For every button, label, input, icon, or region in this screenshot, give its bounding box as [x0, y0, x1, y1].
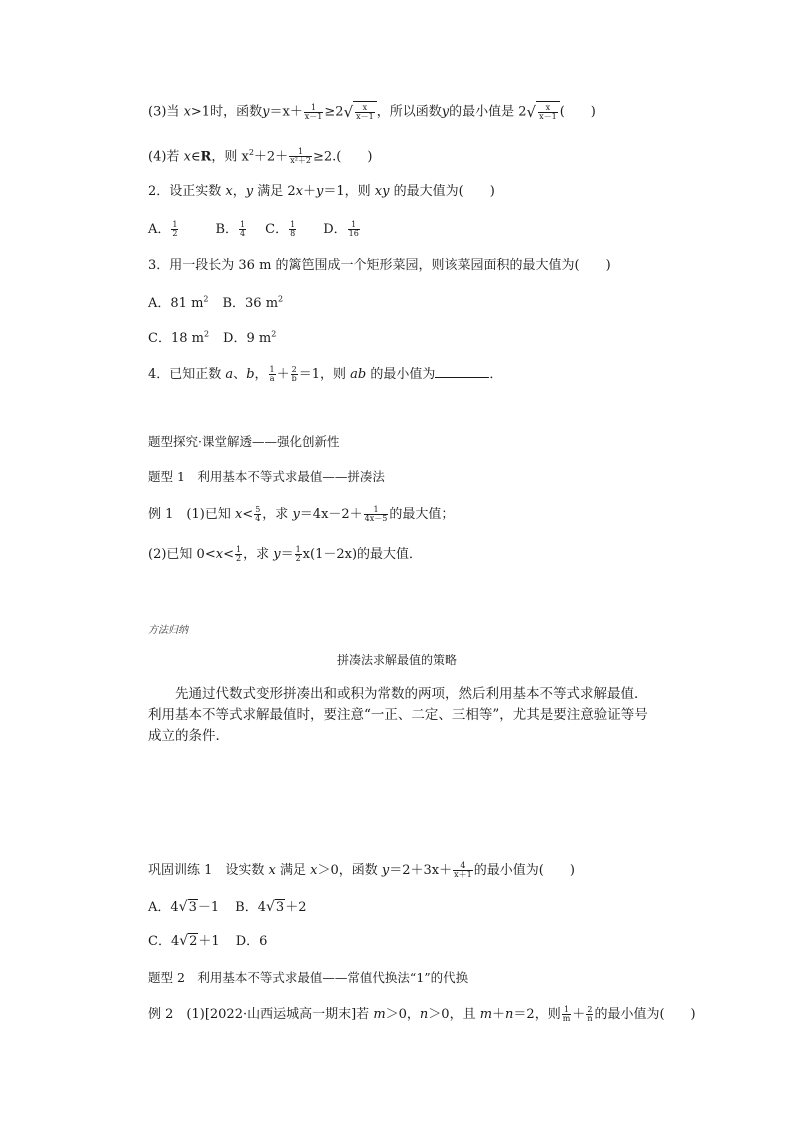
ex1-k-den: 2	[295, 554, 301, 563]
option-a[interactable]	[148, 222, 179, 237]
q3-tail: 的最小值是 2	[449, 104, 527, 120]
option-b-num: 1	[240, 220, 246, 229]
drill1-opt-a-rad: 3	[188, 900, 197, 915]
ex1-part1-c: ＝4x－2＋	[299, 507, 363, 522]
p2-text-b: 满足 2	[253, 184, 296, 199]
q3-label: (3)当	[148, 104, 184, 120]
problem-3	[148, 258, 611, 274]
p4-f1-den: a	[269, 374, 275, 383]
q4-fraction	[289, 148, 312, 165]
p3-option-a[interactable]	[148, 296, 208, 311]
p4-f2-num: 2	[291, 365, 297, 374]
answer-blank[interactable]	[435, 365, 489, 378]
ex1-y2: y	[273, 547, 281, 562]
q3-frac-num: 1	[304, 104, 324, 113]
question-4	[148, 145, 372, 165]
p2-x: x	[225, 184, 233, 199]
p3-text: 3．用一段长为 36 m 的篱笆围成一个矩形菜园，则该菜园面积的最大值为( )	[148, 258, 611, 273]
method-tag: 方法归纳	[148, 625, 188, 636]
p3-option-c-sup: 2	[203, 330, 210, 339]
ex2-m2: m	[479, 1007, 493, 1022]
p2-text-a: 2．设正实数	[148, 184, 226, 199]
drill1-text-b: 满足	[275, 863, 311, 878]
option-c-num: 1	[290, 220, 296, 229]
drill1-option-c[interactable]: C．4 √ 2 ＋1	[148, 933, 220, 949]
p4-f1-num: 1	[269, 365, 275, 374]
p2-y2: y	[316, 184, 324, 199]
ex2-n2: n	[505, 1007, 514, 1022]
option-a-den: 2	[172, 229, 178, 238]
option-c-den: 8	[290, 229, 296, 238]
drill1-opt-c-post: ＋1	[198, 934, 220, 949]
q4-frac-den: x²＋2	[290, 156, 311, 166]
p3-option-a-sup: 2	[203, 295, 209, 304]
drill1-x2: x	[310, 863, 318, 878]
type-2-heading: 题型 2 利用基本不等式求最值——常值代换法“1”的代换	[148, 970, 469, 985]
p4-f2-den: b	[291, 374, 297, 383]
p4-text-a: 4．已知正数	[148, 367, 226, 382]
p3-option-d-label: D．9 m	[223, 331, 272, 347]
ex2-text-b: ＞0，	[385, 1007, 420, 1022]
ex2-f1-num: 1	[562, 1006, 572, 1015]
ex1-part2-a: (2)已知 0<	[148, 547, 216, 562]
p4-comma: ，	[254, 367, 268, 382]
p3-option-b[interactable]	[222, 296, 283, 311]
ex1-y: y	[292, 507, 300, 522]
p2-text-d: 的最大值为( )	[389, 184, 495, 199]
drill-1-options-row2	[148, 933, 267, 950]
ex2-text-e: 的最小值为( )	[594, 1007, 696, 1022]
p3-option-b-sup: 2	[278, 295, 284, 304]
ex2-text-a: 例 2 (1)[2022·山西运城高一期末]若	[148, 1007, 374, 1022]
q3-sqrt-num: x	[355, 104, 375, 113]
p3-option-c-label: C．18 m	[148, 331, 204, 347]
q4-label: (4)若	[148, 149, 180, 165]
drill1-opt-c-rad: 2	[189, 934, 198, 949]
option-d-den: 16	[348, 229, 359, 238]
p2-comma: ，	[232, 184, 246, 199]
ex1-f-den: 4	[255, 514, 261, 523]
ex1-part1-d: 的最大值；	[389, 507, 455, 522]
problem-2	[148, 184, 495, 200]
drill1-option-b[interactable]: B．4 √ 3 ＋2	[235, 899, 307, 915]
q4-set: R	[200, 149, 212, 165]
p4-ab: ab	[350, 367, 367, 382]
ex1-h-den: 2	[235, 554, 242, 563]
problem-3-options-row1	[148, 292, 283, 312]
q3-mid: ，所以函数	[376, 104, 442, 120]
drill1-opt-c-pre: C．4	[148, 934, 180, 949]
q3-sqrt-2: √ $\frac{x}{x-1}$	[527, 101, 560, 123]
ex1-f-num: 5	[255, 505, 261, 514]
ex1-k-num: 1	[295, 545, 301, 554]
q3-cond-rel: >1时，函数	[190, 104, 263, 120]
ex1-part1-b: ，求	[262, 507, 293, 522]
drill1-text-d: ＝2＋3x＋	[389, 863, 453, 878]
q4-exp: 2	[248, 148, 254, 157]
option-a-num: 1	[172, 220, 178, 229]
option-d-label: D．	[323, 222, 347, 237]
ex1-x2: x	[215, 547, 224, 562]
option-b-den: 4	[240, 229, 246, 238]
drill1-f-den: x＋1	[454, 870, 472, 879]
q3-cond-var: x	[183, 104, 191, 120]
drill1-option-d[interactable]: D．6	[235, 934, 268, 949]
drill1-opt-a-post: －1	[197, 900, 220, 915]
example-2	[148, 1006, 696, 1023]
drill-1-options-row1	[148, 899, 306, 916]
q3-frac-den: x－1	[304, 111, 323, 121]
p3-option-d[interactable]	[223, 331, 276, 346]
ex2-f1-den: m	[562, 1014, 571, 1023]
q3-sqrt2-den: x－1	[539, 112, 557, 121]
problem-2-options	[148, 221, 361, 238]
ex1-g-num: 1	[364, 506, 389, 515]
type-1-heading: 题型 1 利用基本不等式求最值——拼凑法	[148, 469, 385, 484]
q3-eq-plus: ＝x＋	[269, 104, 303, 120]
drill1-x: x	[268, 863, 276, 878]
q3-func-var: y	[441, 104, 450, 120]
option-b[interactable]	[215, 222, 247, 237]
ex1-part2-b: ，求	[243, 547, 274, 562]
p3-option-a-label: A．81 m	[148, 296, 204, 312]
ex2-f2-den: n	[587, 1014, 593, 1023]
q3-sqrt-den: x－1	[356, 112, 374, 121]
drill1-opt-a-pre: A．4	[148, 900, 179, 915]
ex2-m: m	[373, 1007, 386, 1022]
ex2-text-c: ＞0，且	[428, 1007, 480, 1022]
q4-frac-num: 1	[289, 148, 312, 157]
drill1-option-a[interactable]: A．4 √ 3 －1	[148, 899, 220, 915]
section-heading: 题型探究·课堂解透——强化创新性	[148, 434, 340, 449]
p2-xy: xy	[374, 184, 390, 199]
drill1-text-e: 的最小值为( )	[473, 863, 575, 878]
ex1-part1-a: 例 1 (1)已知	[148, 507, 235, 522]
q3-func-lhs: y	[262, 104, 270, 120]
example-1-part-1	[148, 506, 454, 523]
p4-text-c: 的最小值为	[366, 367, 436, 382]
ex1-x: x	[234, 507, 243, 522]
option-a-label: A．	[148, 222, 171, 237]
ex1-part2-d: x(1－2x)的最大值．	[302, 547, 423, 562]
ex2-n: n	[419, 1007, 429, 1022]
example-1-part-2	[148, 546, 422, 563]
ex2-text-d: ＝2，则	[513, 1007, 561, 1022]
method-title: 拼凑法求解最值的策略	[336, 653, 457, 667]
drill1-y: y	[381, 863, 390, 878]
option-c-label: C．	[265, 222, 289, 237]
p2-plus: ＋	[303, 184, 317, 199]
ex2-plus2: ＋	[572, 1007, 586, 1022]
q4-var: x	[183, 149, 191, 165]
q4-geq: ≥2.( )	[313, 149, 373, 165]
q3-geq: ≥2	[324, 104, 344, 120]
p4-plus: ＋	[276, 367, 290, 382]
method-body: 先通过代数式变形拼凑出和或积为常数的两项，然后利用基本不等式求解最值．利用基本不等式求解最值时，要注意“一正、二定、三相等”，尤其是要注意验证等号成立的条件．	[148, 686, 648, 744]
question-3	[148, 101, 596, 123]
ex1-lt: <	[242, 507, 254, 522]
drill1-text-c: ＞0，函数	[317, 863, 382, 878]
p4-end: ．	[489, 367, 503, 382]
p2-text-c: ＝1，则	[323, 184, 375, 199]
q3-fraction	[304, 104, 324, 121]
q3-sqrt: √ $\frac{x}{x-1}$	[344, 101, 377, 123]
p2-x2: x	[295, 184, 304, 199]
drill1-opt-b-post: ＋2	[285, 900, 307, 915]
q3-sqrt2-num: x	[538, 104, 558, 113]
p4-a: a	[225, 367, 234, 382]
ex1-lt2: <	[223, 547, 234, 562]
q3-end: ( )	[559, 104, 596, 120]
drill1-text-a: 巩固训练 1 设实数	[148, 863, 269, 878]
problem-4	[148, 365, 502, 383]
problem-3-options-row2	[148, 327, 276, 347]
q4-plus2: ＋2＋	[253, 149, 289, 165]
p4-sep: 、	[233, 367, 247, 382]
option-b-label: B．	[215, 222, 239, 237]
q4-then: ，则 x	[211, 149, 249, 165]
drill1-f-num: 4	[453, 862, 473, 871]
ex2-f2-num: 2	[587, 1005, 593, 1014]
drill1-opt-b-rad: 3	[275, 900, 285, 915]
drill-1	[148, 862, 575, 879]
p4-b: b	[246, 367, 255, 382]
ex2-plus: ＋	[492, 1007, 506, 1022]
p3-option-b-label: B．36 m	[222, 296, 279, 312]
ex1-g-den: 4x－5	[364, 514, 388, 523]
p2-y: y	[245, 184, 254, 199]
ex1-part2-c: ＝	[280, 547, 294, 562]
q4-in: ∈	[190, 149, 201, 165]
drill1-opt-b-pre: B．4	[235, 900, 266, 915]
option-d[interactable]	[323, 222, 361, 237]
ex1-h-num: 1	[235, 545, 242, 554]
p3-option-c[interactable]	[148, 331, 209, 346]
option-c[interactable]	[265, 222, 297, 237]
p4-text-b: ＝1，则	[298, 367, 351, 382]
option-d-num: 1	[348, 221, 360, 230]
p3-option-d-sup: 2	[271, 330, 277, 339]
